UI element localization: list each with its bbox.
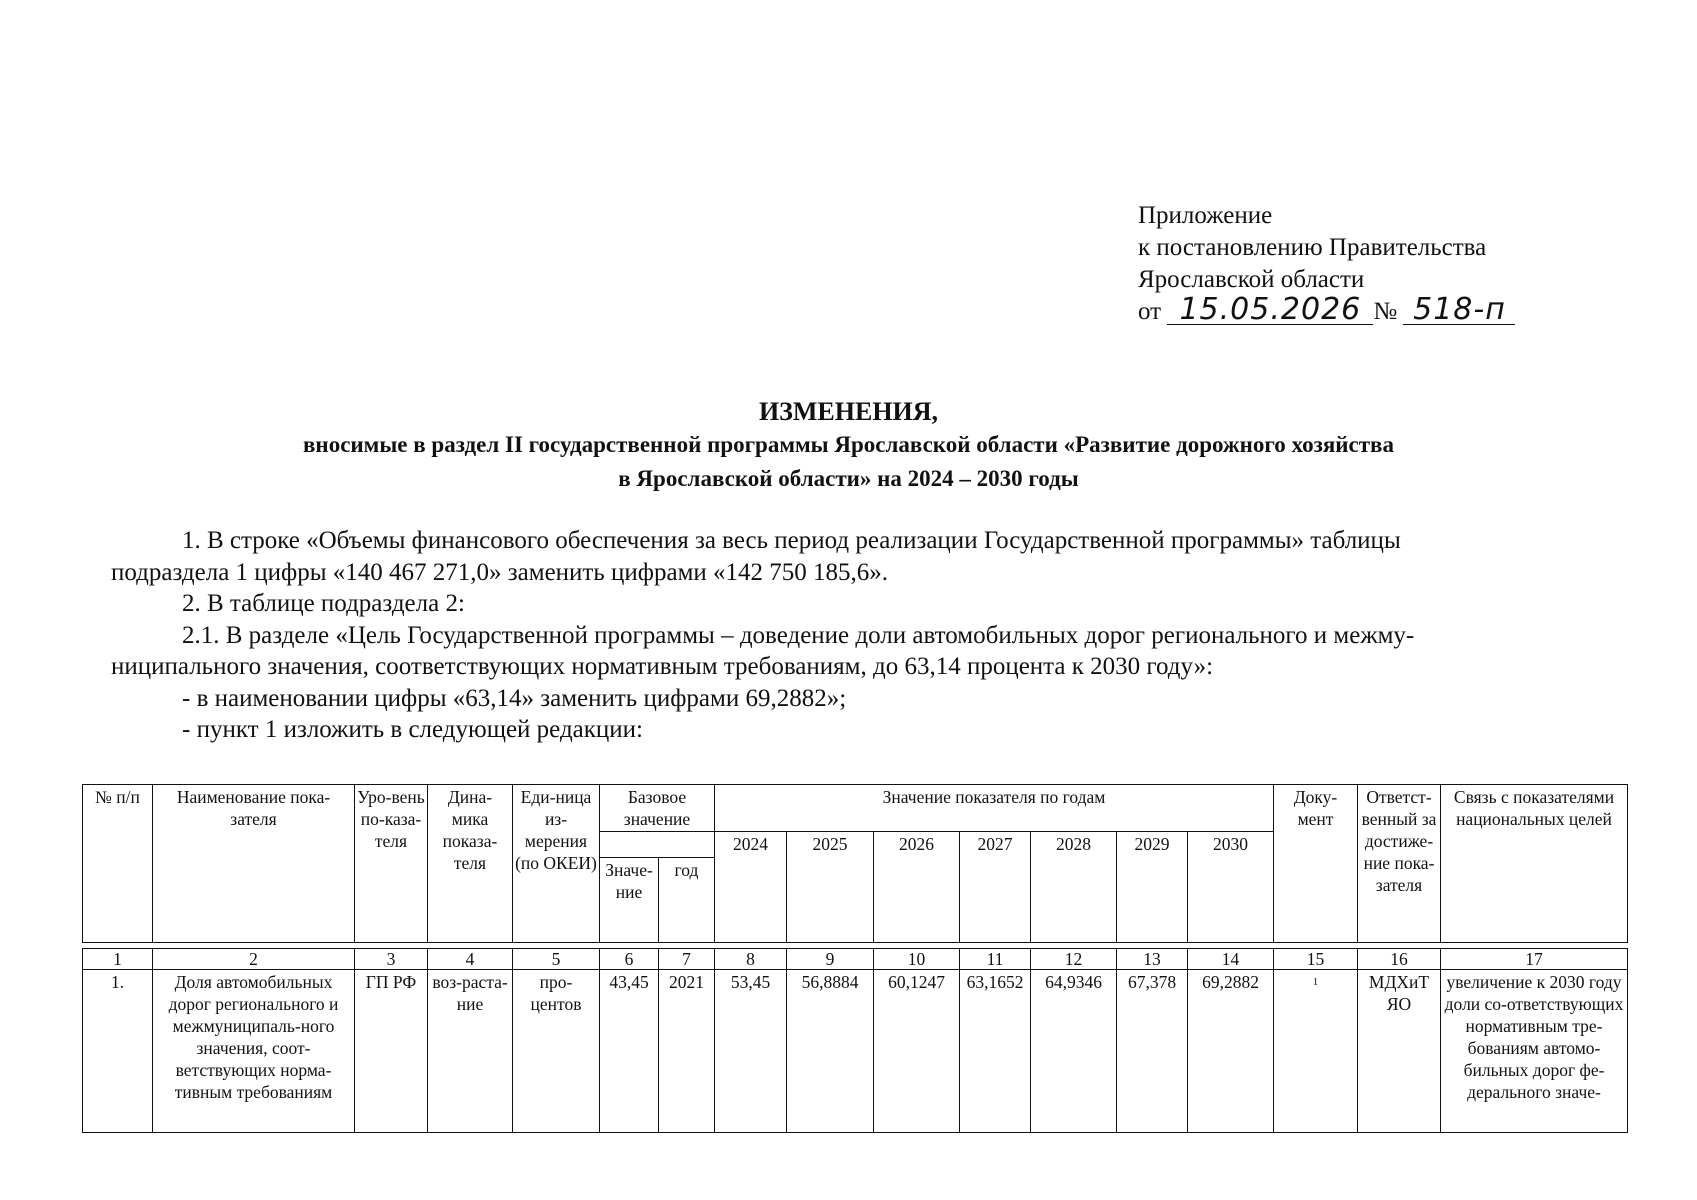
paragraph-3-line2: ниципального значения, соответствующих нормативным требованиям, до 63,14 процента к 2030 году»: [111,653,1214,680]
column-number-row [83,949,1628,970]
header-level: Уро-вень по-каза-теля [355,785,428,943]
handwritten-date: 15.05.2026 [1167,296,1373,325]
row-dynamics: воз-раста-ние [428,970,513,1133]
header-link: Связь с показателями национальных целей [1441,785,1628,943]
row-value-2028: 64,9346 [1031,970,1117,1133]
row-unit: про-центов [513,970,600,1133]
paragraph-1-line1: 1. В строке «Объемы финансового обеспечения за весь период реализации Государственной программы» таблицы [182,527,1401,554]
number-label: № [1373,298,1398,325]
paragraph-1-line2: подраздела 1 цифры «140 467 271,0» заменить цифрами «142 750 185,6». [111,558,889,586]
header-name: Наименование пока-зателя [153,785,355,943]
header-year-2026: 2026 [874,832,960,943]
appendix-resolution: к постановлению Правительства [1138,234,1487,261]
paragraph-3-line1: 2.1. В разделе «Цель Государственной программы – доведение доли автомобильных дорог регионального и межму- [182,621,1415,649]
col-num-8: 8 [715,949,787,970]
row-responsible: МДХиТ ЯО [1358,970,1441,1133]
col-num-12: 12 [1031,949,1117,970]
col-num-15: 15 [1274,949,1358,970]
paragraph-5: - пункт 1 изложить в следующей редакции: [182,716,643,743]
col-num-9: 9 [787,949,874,970]
appendix-region: Ярославской области [1138,266,1365,293]
header-base: Базовое значение [600,785,715,832]
row-value-2025: 56,8884 [787,970,874,1133]
header-year-2025: 2025 [787,832,874,943]
row-base-value: 43,45 [600,970,659,1133]
header-year-2030: 2030 [1188,832,1274,943]
header-row-1 [83,785,1628,832]
col-num-1: 1 [83,949,153,970]
row-name: Доля автомобильных дорог регионального и межмуниципаль-ного значения, соот-ветствующих норма-тивным требованиям [153,970,355,1133]
header-num: № п/п [83,785,153,943]
document-subtitle-line2: в Ярославской области» на 2024 – 2030 годы [618,466,1079,491]
document-footnote-mark: 1 [1312,976,1319,988]
handwritten-number: 518-п [1403,296,1515,325]
header-year-2028: 2028 [1031,832,1117,943]
col-num-11: 11 [960,949,1031,970]
col-num-17: 17 [1441,949,1628,970]
header-year-2029: 2029 [1117,832,1188,943]
appendix-block [1138,200,1515,328]
col-num-5: 5 [513,949,600,970]
col-num-4: 4 [428,949,513,970]
paragraph-4: - в наименовании цифры «63,14» заменить цифрами 69,2882»; [182,684,847,712]
col-num-16: 16 [1358,949,1441,970]
row-value-2029: 67,378 [1117,970,1188,1133]
row-document [1274,970,1358,1133]
col-num-3: 3 [355,949,428,970]
appendix-title: Приложение [1138,202,1273,229]
header-document: Доку-мент [1274,785,1358,943]
from-label: от [1138,298,1162,325]
col-num-10: 10 [874,949,960,970]
col-num-14: 14 [1188,949,1274,970]
row-value-2024: 53,45 [715,970,787,1133]
header-base-value: Значе-ние [600,858,659,943]
header-responsible: Ответст-венный за достиже-ние пока-зателя [1358,785,1441,943]
col-num-13: 13 [1117,949,1188,970]
appendix-date-number [1138,292,1515,328]
row-num: 1. [83,970,153,1133]
row-base-year: 2021 [659,970,715,1133]
row-value-2030: 69,2882 [1188,970,1274,1133]
row-level: ГП РФ [355,970,428,1133]
col-num-7: 7 [659,949,715,970]
paragraph-2: 2. В таблице подраздела 2: [182,590,465,617]
indicator-table [82,784,1628,1133]
table-row [83,970,1628,1133]
row-value-2026: 60,1247 [874,970,960,1133]
col-num-2: 2 [153,949,355,970]
document-subtitle-line1: вносимые в раздел II государственной программы Ярославской области «Развитие дорожного хозяйства [303,432,1394,457]
header-by-years: Значение показателя по годам [715,785,1274,832]
row-link: увеличение к 2030 году доли со-ответствующих нормативным тре-бованиям автомо-бильных дорог фе-дерального значе- [1441,970,1628,1133]
header-year-2027: 2027 [960,832,1031,943]
col-num-6: 6 [600,949,659,970]
document-title: ИЗМЕНЕНИЯ, [758,397,939,426]
header-dynamics: Дина-мика показа-теля [428,785,513,943]
header-base-year: год [659,858,715,943]
document-body [111,525,1581,746]
row-value-2027: 63,1652 [960,970,1031,1133]
header-unit: Еди-ница из-мерения (по ОКЕИ) [513,785,600,943]
header-year-2024: 2024 [715,832,787,943]
